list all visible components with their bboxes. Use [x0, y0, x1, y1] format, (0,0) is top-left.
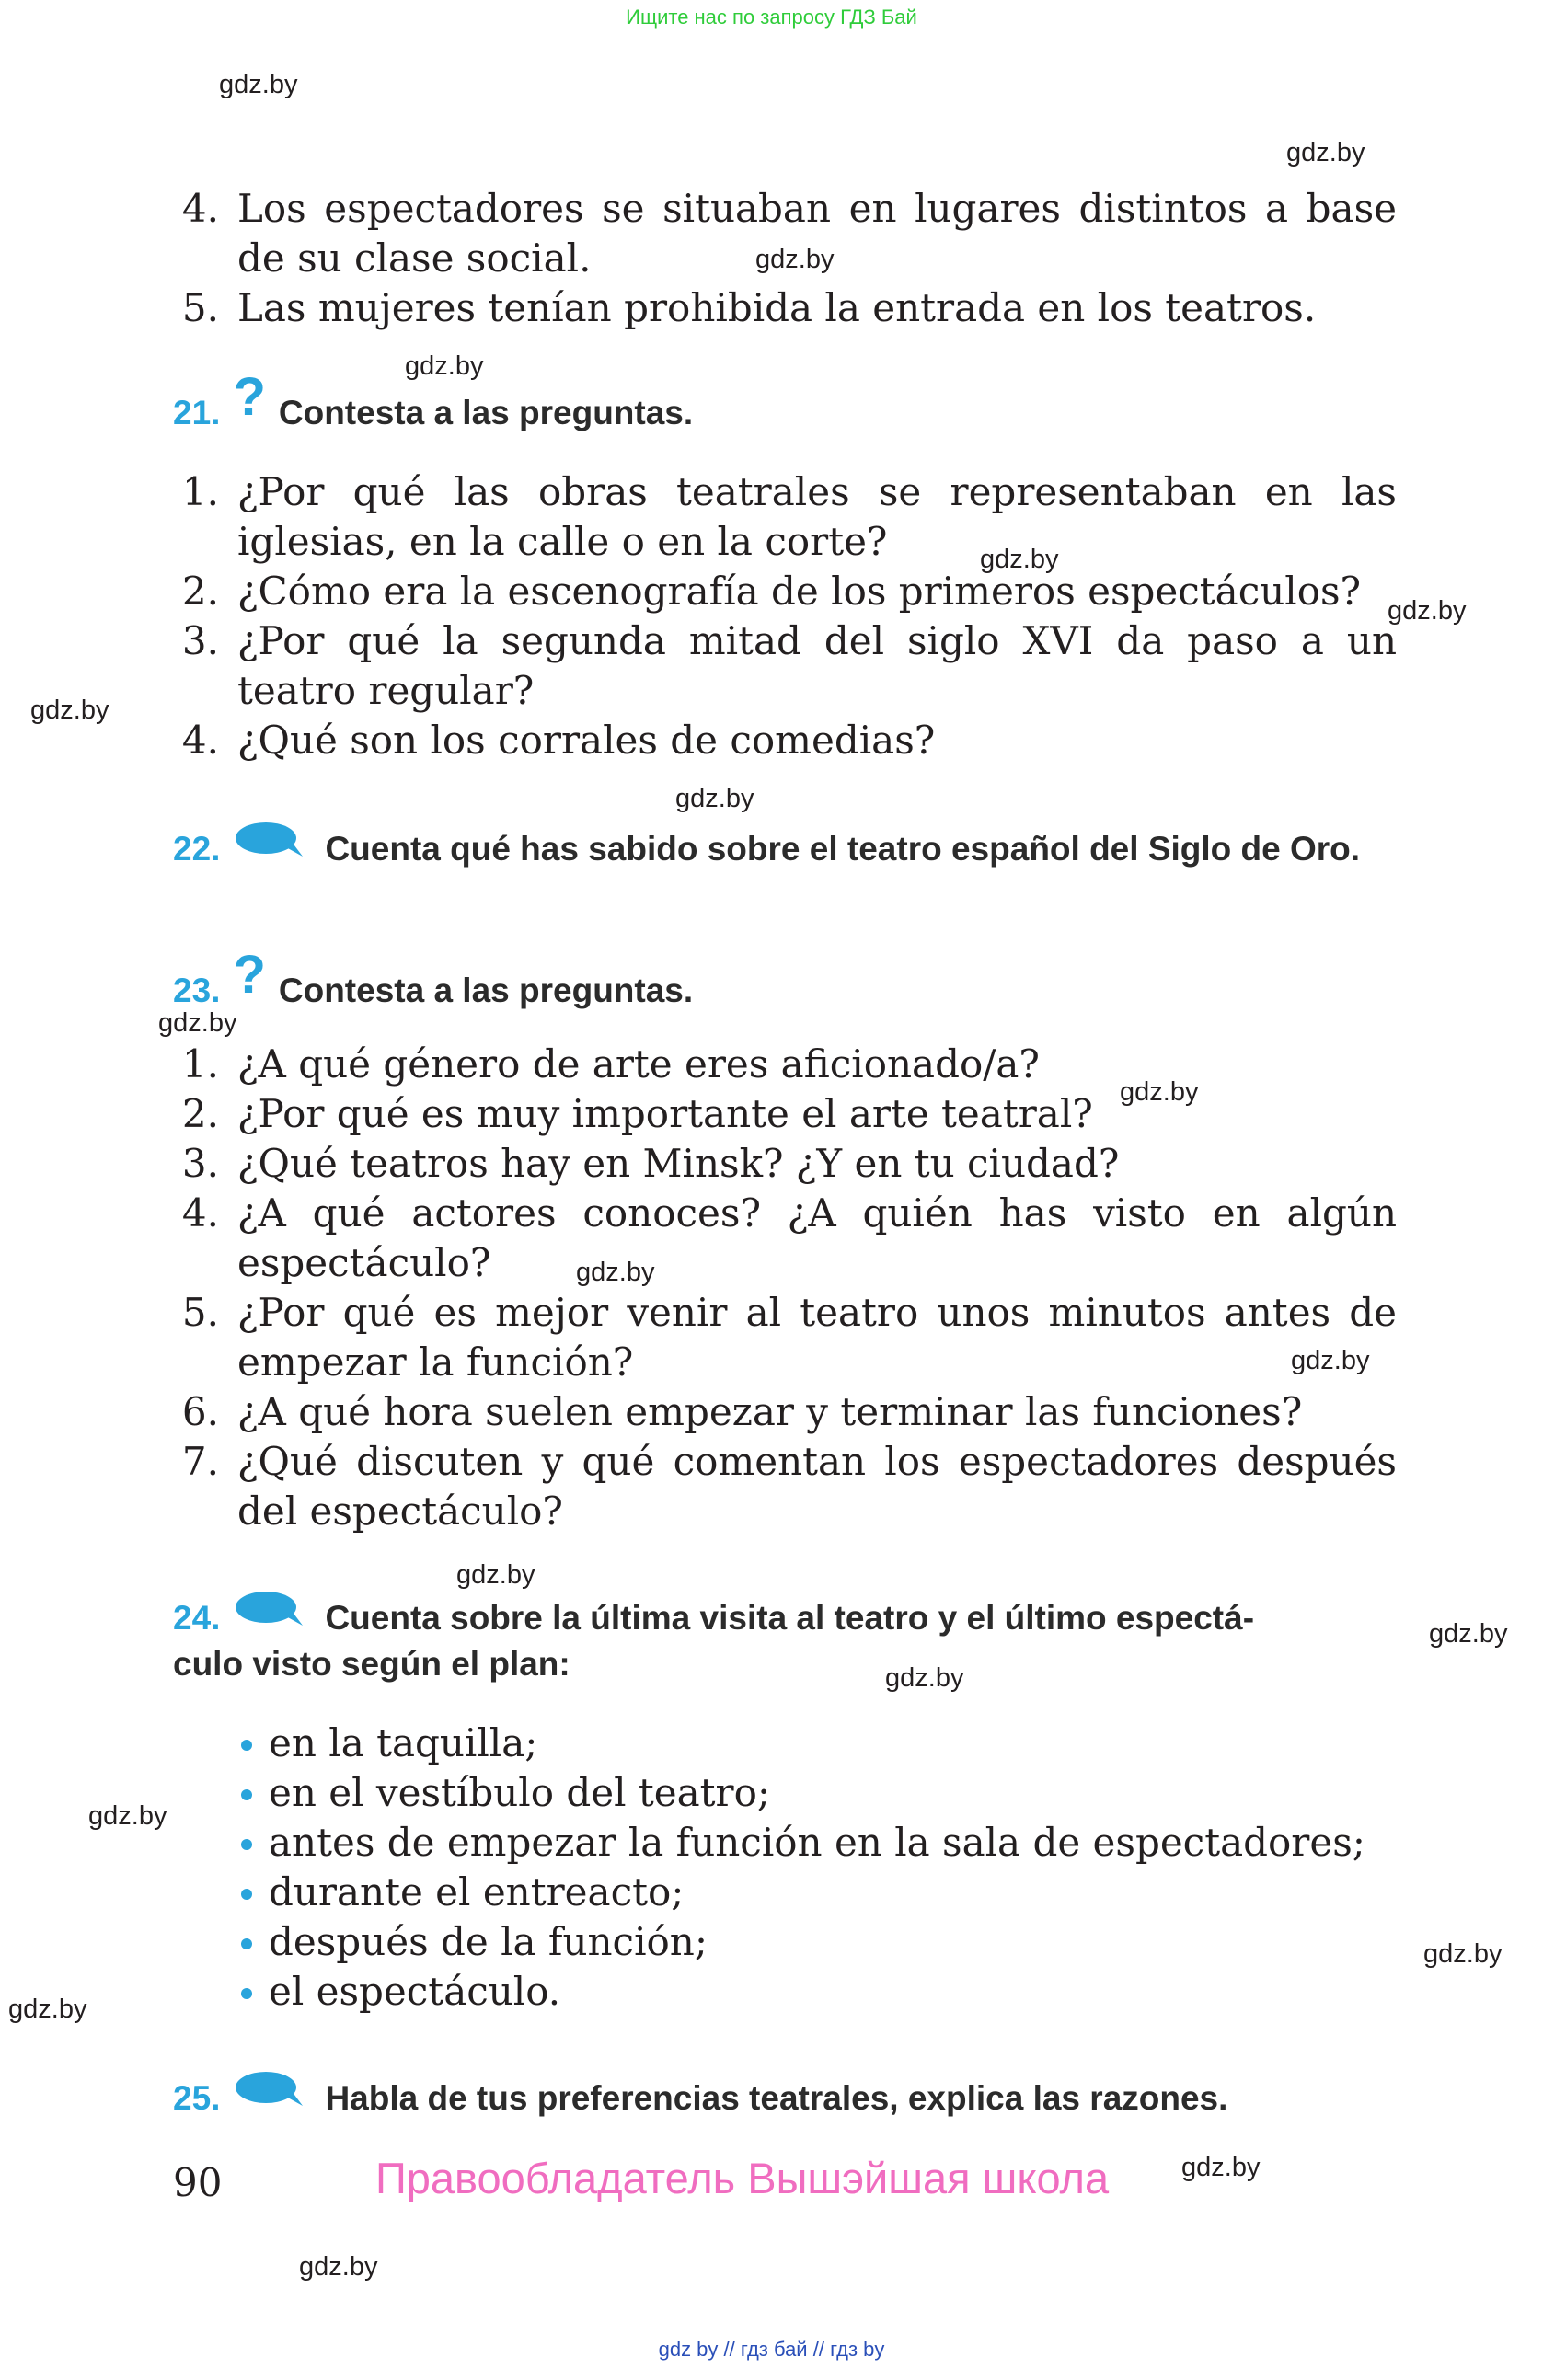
- item-number: 2.: [181, 569, 219, 614]
- task-25-heading: [173, 2075, 1397, 2121]
- speech-bubble-icon: [235, 2069, 305, 2110]
- task-number: 21.: [173, 394, 221, 431]
- task-title-line-2: culo visto según el plan:: [173, 1645, 570, 1683]
- watermark: gdz.by: [219, 70, 298, 99]
- bullet-item: [241, 1917, 1391, 1967]
- item-number: 4.: [181, 718, 219, 763]
- bullet-icon: [241, 1839, 252, 1850]
- bullet-icon: [241, 1789, 252, 1800]
- watermark: gdz.by: [885, 1663, 964, 1693]
- task-number: 25.: [173, 2079, 221, 2117]
- watermark: gdz.by: [1429, 1619, 1508, 1649]
- watermark: gdz.by: [1181, 2153, 1261, 2182]
- item-number: 1.: [181, 469, 219, 514]
- task-title-line-1: Cuenta sobre la última visita al teatro y el último espectá-: [325, 1599, 1255, 1637]
- watermark: gdz.by: [405, 351, 484, 381]
- item-text: Las mujeres tenían prohibida la entrada en los teatros.: [237, 285, 1317, 330]
- item-number: 3.: [181, 1141, 219, 1186]
- item-number: 5.: [181, 1290, 219, 1335]
- footer-separator: //: [723, 2338, 735, 2361]
- task-22-heading: [173, 826, 1397, 872]
- item-number: 4.: [181, 186, 219, 231]
- task-title: Contesta a las preguntas.: [278, 972, 694, 1009]
- item-text: ¿Cómo era la escenografía de los primeros espectáculos?: [237, 569, 1362, 614]
- task-title: Habla de tus preferencias teatrales, explica las razones.: [325, 2079, 1228, 2117]
- bullet-icon: [241, 1988, 252, 1999]
- list-item: [173, 1139, 1397, 1189]
- watermark: gdz.by: [576, 1258, 655, 1287]
- watermark: gdz.by: [30, 696, 109, 725]
- bullet-icon: [241, 1889, 252, 1900]
- footer-link[interactable]: gdz by: [658, 2338, 719, 2361]
- item-number: 2.: [181, 1091, 219, 1136]
- question-icon: ?: [233, 367, 266, 427]
- list-item: [173, 467, 1397, 567]
- item-text: ¿Por qué la segunda mitad del siglo XVI da paso a un teatro regular?: [237, 618, 1397, 713]
- watermark: gdz.by: [1291, 1346, 1370, 1375]
- watermark: gdz.by: [1120, 1077, 1199, 1107]
- speech-bubble-icon: [235, 820, 305, 860]
- footer-links: [0, 2338, 1543, 2362]
- bullet-text: en el vestíbulo del teatro;: [269, 1770, 771, 1815]
- watermark: gdz.by: [980, 545, 1059, 574]
- task-number: 23.: [173, 972, 221, 1009]
- watermark: gdz.by: [755, 245, 835, 274]
- bullet-text: antes de empezar la función en la sala de espectadores;: [269, 1820, 1365, 1865]
- item-text: ¿Por qué las obras teatrales se representaban en las iglesias, en la calle o en la corte?: [237, 469, 1397, 564]
- task-number: 22.: [173, 830, 221, 868]
- item-number: 4.: [181, 1190, 219, 1236]
- footer-separator: //: [812, 2338, 824, 2361]
- item-text: ¿Por qué es muy importante el arte teatral?: [237, 1091, 1093, 1136]
- list-item: [173, 283, 1397, 333]
- list-item: [173, 1089, 1397, 1139]
- task-24-heading: [173, 1595, 1397, 1687]
- list-item: [173, 1387, 1397, 1437]
- list-item: [173, 1040, 1397, 1089]
- task-21-heading: [173, 367, 1397, 436]
- watermark: gdz.by: [456, 1560, 535, 1590]
- item-text: ¿A qué hora suelen empezar y terminar las funciones?: [237, 1389, 1303, 1434]
- list-item: [173, 184, 1397, 283]
- item-text: ¿A qué actores conoces? ¿A quién has visto en algún espectáculo?: [237, 1190, 1397, 1285]
- item-text: ¿A qué género de arte eres aficionado/a?: [237, 1041, 1040, 1087]
- item-number: 7.: [181, 1439, 219, 1484]
- watermark: gdz.by: [158, 1008, 237, 1038]
- bullet-item: [241, 1719, 1391, 1768]
- item-number: 1.: [181, 1041, 219, 1087]
- page-number: 90: [173, 2160, 223, 2205]
- item-number: 3.: [181, 618, 219, 663]
- item-text: ¿Qué teatros hay en Minsk? ¿Y en tu ciudad?: [237, 1141, 1120, 1186]
- task-23-heading: [173, 945, 1397, 1014]
- bullet-text: durante el entreacto;: [269, 1869, 685, 1914]
- bullet-item: [241, 1868, 1391, 1917]
- rights-holder: Правообладатель Вышэйшая школа: [375, 2154, 1110, 2202]
- task-title: Contesta a las preguntas.: [278, 394, 694, 431]
- bullet-item: [241, 1818, 1391, 1868]
- question-icon: ?: [233, 945, 266, 1005]
- bullet-item: [241, 1768, 1391, 1818]
- list-item: [173, 716, 1397, 765]
- list-item: [173, 616, 1397, 716]
- bullet-text: en la taquilla;: [269, 1720, 538, 1765]
- item-text: ¿Qué son los corrales de comedias?: [237, 718, 936, 763]
- task-title: Cuenta qué has sabido sobre el teatro español del Siglo de Oro.: [325, 830, 1361, 868]
- watermark: gdz.by: [8, 1995, 87, 2024]
- list-item: [173, 1189, 1397, 1288]
- top-banner[interactable]: Ищите нас по запросу ГДЗ Бай: [626, 6, 917, 29]
- footer-link[interactable]: гдз бай: [740, 2338, 808, 2361]
- bullet-text: el espectáculo.: [269, 1969, 561, 2014]
- watermark: gdz.by: [299, 2252, 378, 2282]
- item-text: ¿Qué discuten y qué comentan los espectadores después del espectáculo?: [237, 1439, 1397, 1534]
- speech-bubble-icon: [235, 1589, 305, 1629]
- bullet-item: [241, 1967, 1391, 2017]
- bullet-text: después de la función;: [269, 1919, 708, 1964]
- bullet-icon: [241, 1938, 252, 1949]
- bullet-icon: [241, 1740, 252, 1751]
- item-number: 6.: [181, 1389, 219, 1434]
- item-number: 5.: [181, 285, 219, 330]
- item-text: ¿Por qué es mejor venir al teatro unos minutos antes de empezar la función?: [237, 1290, 1397, 1385]
- watermark: gdz.by: [88, 1801, 167, 1831]
- item-text: Los espectadores se situaban en lugares distintos a base de su clase social.: [237, 186, 1397, 281]
- list-item: [173, 1288, 1397, 1387]
- watermark: gdz.by: [1423, 1939, 1503, 1969]
- watermark: gdz.by: [675, 784, 754, 813]
- list-item: [173, 567, 1397, 616]
- task-number: 24.: [173, 1599, 221, 1637]
- watermark: gdz.by: [1286, 138, 1365, 167]
- list-item: [173, 1437, 1397, 1536]
- watermark: gdz.by: [1388, 596, 1467, 626]
- footer-link[interactable]: гдз by: [830, 2338, 885, 2361]
